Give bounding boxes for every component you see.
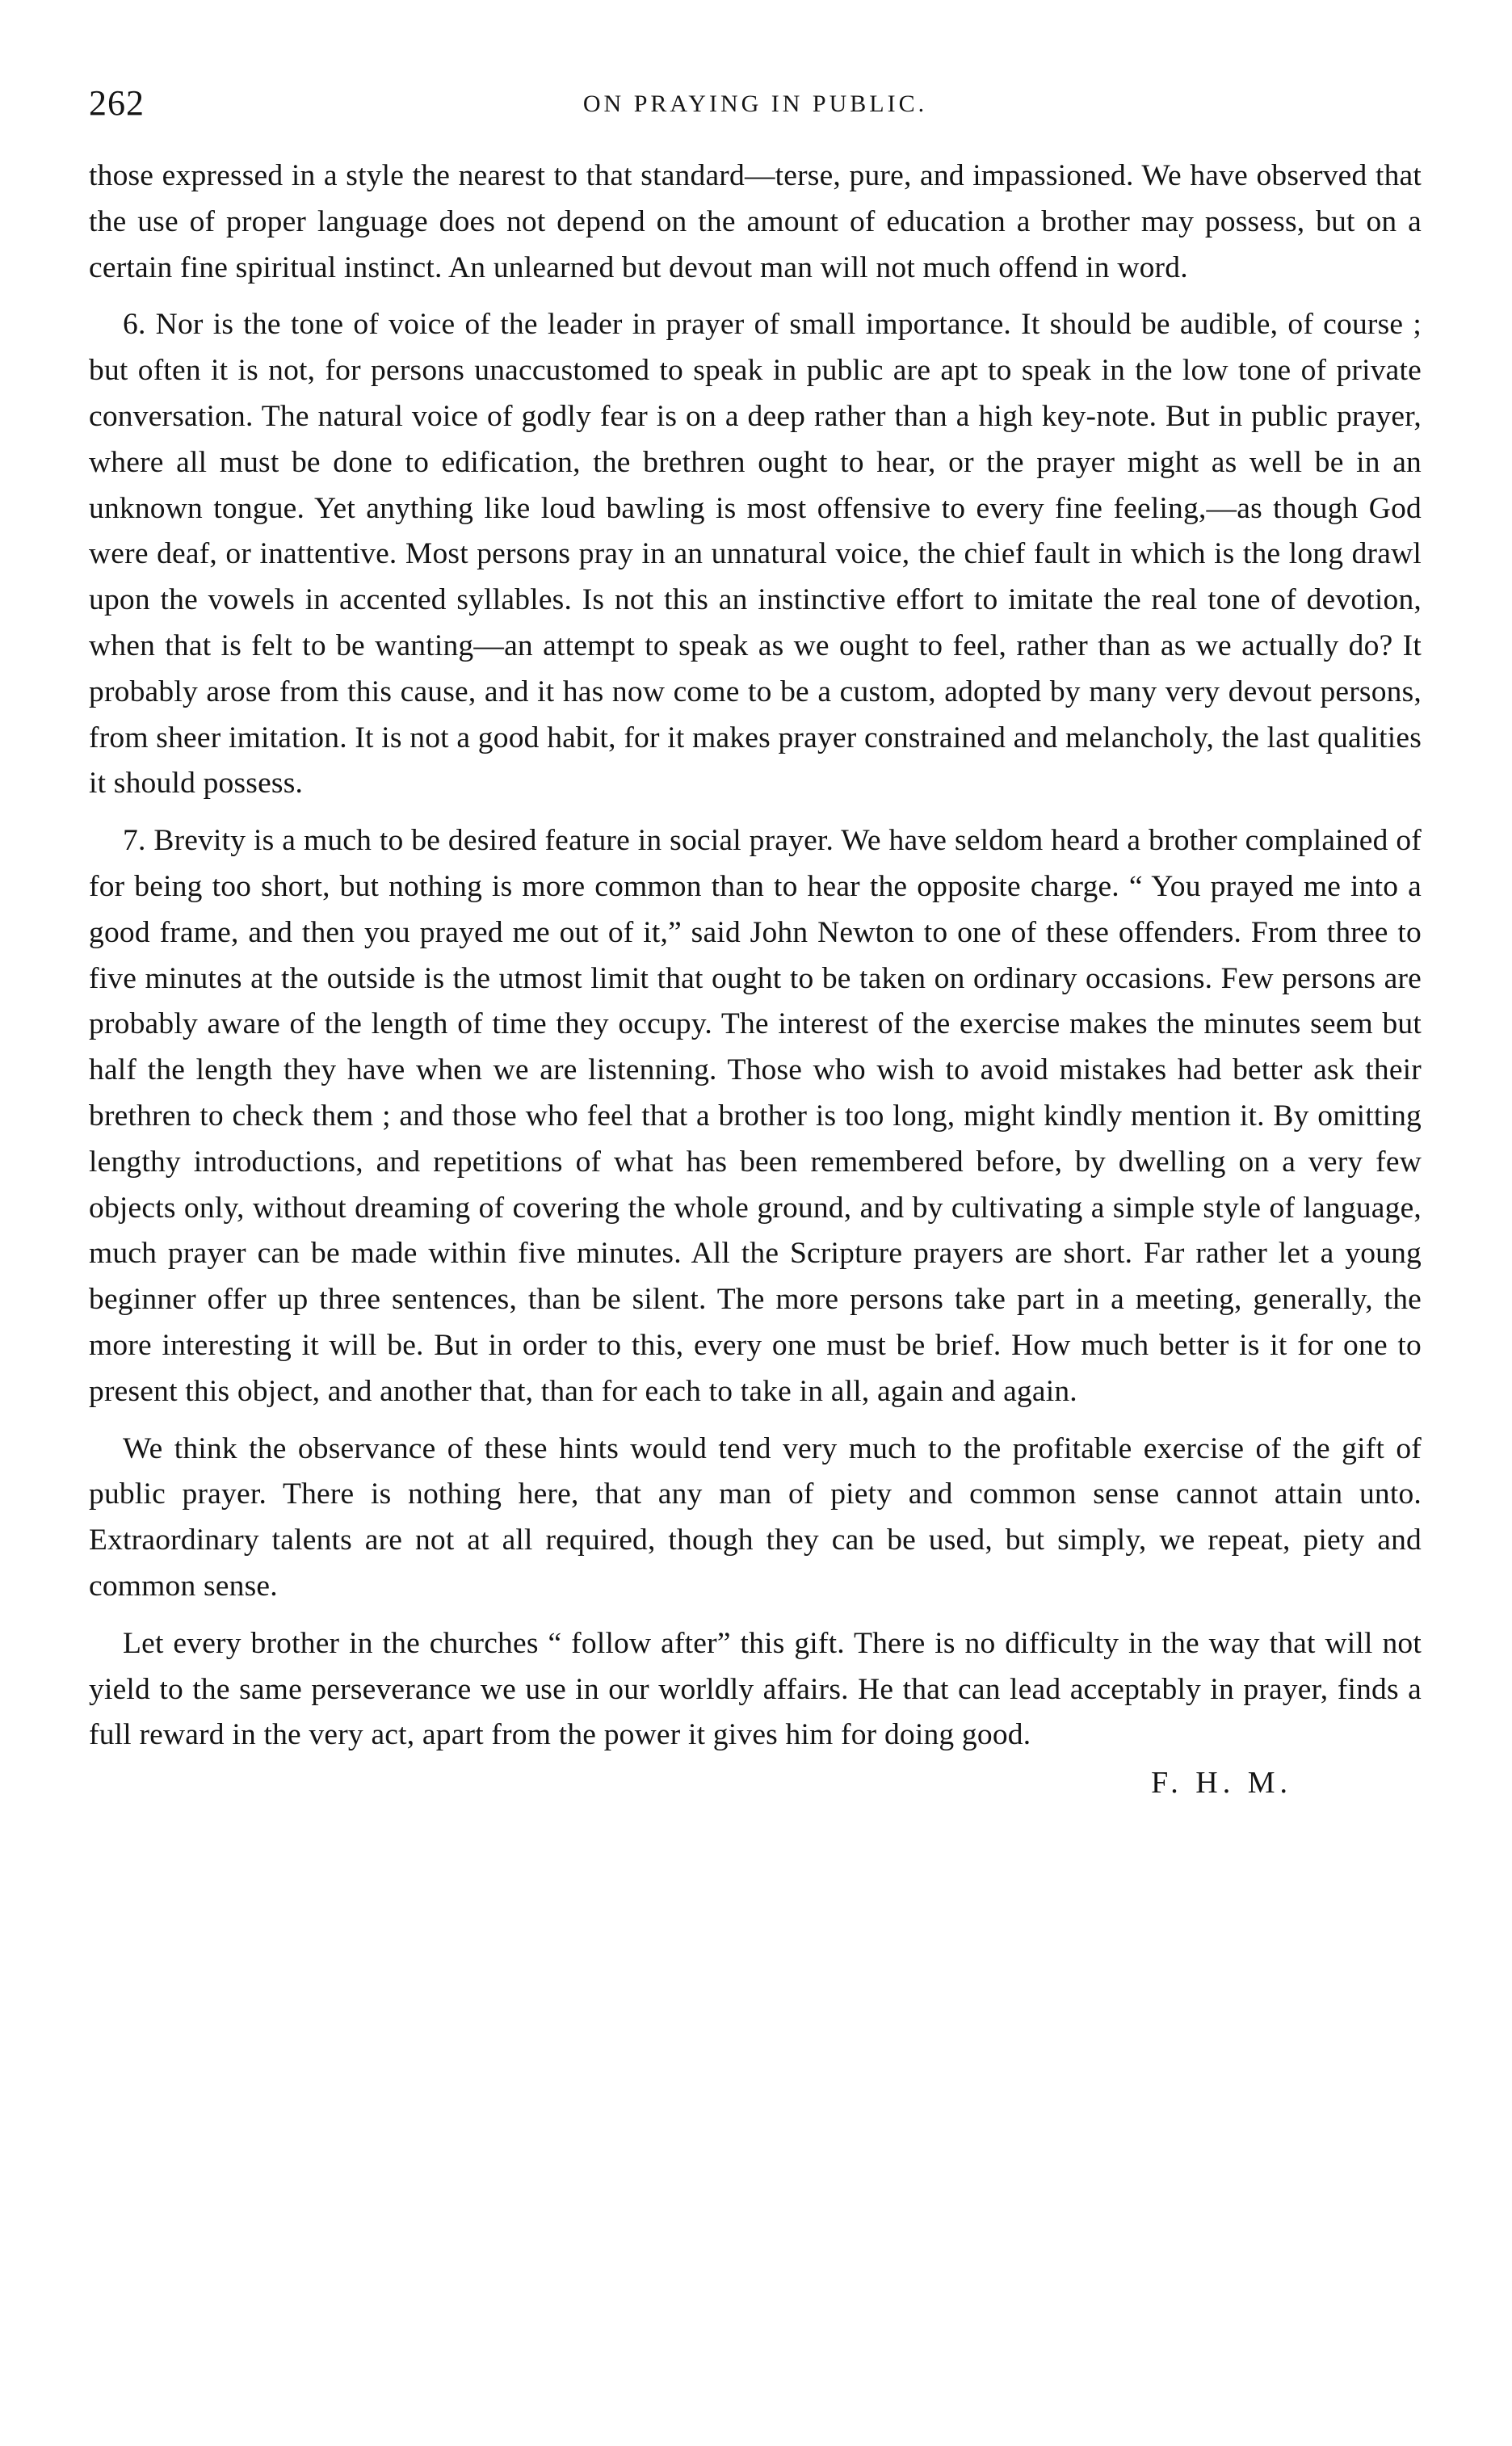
running-title: ON PRAYING IN PUBLIC.: [582, 90, 928, 117]
paragraph-brevity: 7. Brevity is a much to be desired feature in social prayer. We have seldom heard a brother complained of for being too short, but nothing is more common than to hear the opposite charge. “ You prayed me into a good frame, and then you prayed me out of it,” said John Newton to one of these offenders. From three to five minutes at the outside is the utmost limit that ought to be taken on ordinary occasions. Few persons are probably aware of the length of time they occupy. The interest of the exercise makes the minutes seem but half the length they have when we are listenning. Those who wish to avoid mistakes had better ask their brethren to check them ; and those who feel that a brother is too long, might kindly mention it. By omitting lengthy introductions, and repetitions of what has been remembered before, by dwelling on a very few objects only, without dreaming of covering the whole ground, and by cultivating a simple style of language, much prayer can be made within five minutes. All the Scripture prayers are short. Far rather let a young beginner offer up three sentences, than be silent. The more persons take part in a meeting, generally, the more interesting it will be. But in order to this, every one must be brief. How much better is it for one to present this object, and another that, than for each to take in all, again and again.: [89, 824, 1422, 1408]
paragraph-tone-of-voice: 6. Nor is the tone of voice of the leader in prayer of small importance. It should be audible, of course ; but often it is not, for persons unaccustomed to speak in public are apt to speak in the low tone of private conversation. The natural voice of godly fear is on a deep rather than a high key-note. But in public prayer, where all must be done to edification, the brethren ought to hear, or the prayer might as well be in an unknown tongue. Yet anything like loud bawling is most offensive to every fine feeling,—as though God were deaf, or inattentive. Most persons pray in an unnatural voice, the chief fault in which is the long drawl upon the vowels in accented syllables. Is not this an instinctive effort to imitate the real tone of devotion, when that is felt to be wanting—an attempt to speak as we ought to feel, rather than as we actually do? It probably arose from this cause, and it has now come to be a custom, adopted by many very devout persons, from sheer imitation. It is not a good habit, for it makes prayer constrained and melancholy, the last qualities it should possess.: [89, 308, 1422, 801]
paragraph-observance: We think the observance of these hints would tend very much to the profitable exercise of the gift of public prayer. There is nothing here, that any man of piety and common sense cannot attain unto. Extraordinary talents are not at all required, though they can be used, but simply, we repeat, piety and common sense.: [89, 1431, 1422, 1603]
paragraph-closing: Let every brother in the churches “ follow after” this gift. There is no difficulty in the way that will not yield to the same perseverance we use in our worldly affairs. He that can lead acceptably in prayer, finds a full reward in the very act, apart from the power it gives him for doing good.: [89, 1626, 1422, 1752]
author-signature: F. H. M.: [1151, 1766, 1292, 1801]
paragraph-continuation: those expressed in a style the nearest to that standard—terse, pure, and impassioned. We have observed that the use of proper language does not depend on the amount of education a brother may possess, but on a certain fine spiritual instinct. An unlearned but devout man will not much offend in word.: [89, 159, 1422, 284]
running-head: [89, 73, 1422, 145]
body-text: [89, 153, 1422, 1759]
book-page: [89, 73, 1422, 2399]
page-number: 262: [89, 83, 145, 123]
